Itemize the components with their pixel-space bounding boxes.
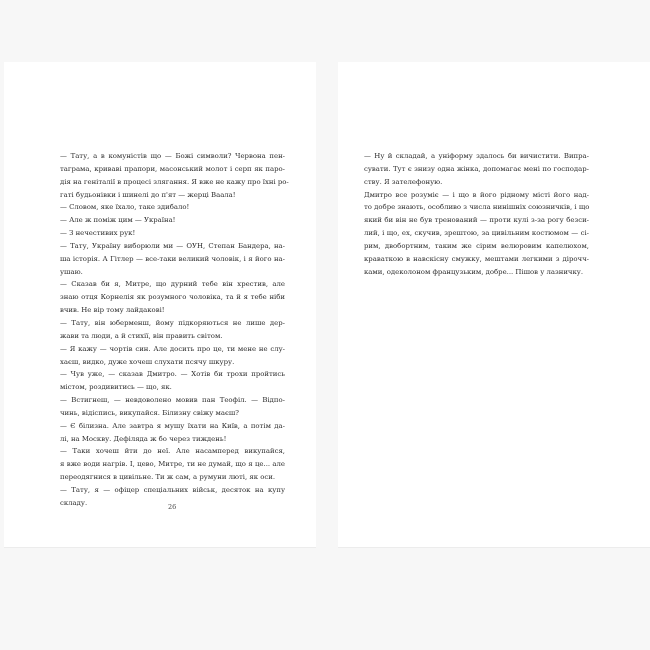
text-line: то добре знають, особливо з числа нинішніх союзничків, і що <box>364 203 590 212</box>
text-line: складу. <box>60 498 88 507</box>
text-line: хаєш, видко, дуже хочеш слухати псячу шкуру. <box>60 357 235 366</box>
text-line: сувати. Тут є знизу одна жінка, допомагає мені по господар- <box>364 164 589 173</box>
text-line: — Є білизна. Але завтра я мушу їхати на Київ, а потім да- <box>60 421 285 430</box>
text-line: лі, на Москву. Дефіляда ж бо через тиждень! <box>60 434 227 443</box>
text-line: рим, двобортним, таким же сірим велюровим капелюхом, <box>364 241 589 250</box>
text-line: містом, роздивитись — що, як. <box>60 383 172 392</box>
text-line: — Словом, яке їхало, таке здибало! <box>60 203 190 212</box>
text-line: дія на геніталії в процесі злягання. Я вже не кажу про їхні ро- <box>60 177 289 186</box>
right-page-text <box>364 150 589 278</box>
text-line: — Але ж поміж цим — Україна! <box>60 216 176 225</box>
text-line: переодягнися в цивільне. Ти ж сам, а румуни люті, як оси. <box>60 473 276 482</box>
text-line: ству. Я зателефоную. <box>364 177 443 186</box>
text-line: таграма, криваві прапори, масонський молот і серп як паро- <box>60 164 285 173</box>
text-line: знаю отця Корнелія як розумного чоловіка, та й я тебе ніби <box>60 293 285 302</box>
text-line: Дмитро все розуміє — і що в його рідному місті його над- <box>364 190 589 199</box>
text-line: — Таки хочеш йти до неї. Але насамперед викупайся, <box>60 447 285 456</box>
text-line: який би він не був тренований — проти кулі з-за рогу безси- <box>364 216 589 225</box>
text-line: — Тату, я — офіцер спеціальних військ, десяток на купу <box>60 485 285 494</box>
left-page-text <box>60 150 289 510</box>
text-line: ками, одеколоном французьким, добре... Пішов у лазничку. <box>364 267 584 276</box>
text-line: — Я кажу — чортів син. Але досить про це, ти мене не слу- <box>60 344 285 353</box>
right-page <box>338 62 650 548</box>
left-page <box>4 62 316 548</box>
text-line: я вже води нагрів. І, цево, Митре, ти не думай, що я це... але <box>60 460 285 469</box>
text-line: гаті будьонівки і шинелі до п'ят — жерці Ваала! <box>60 190 236 199</box>
text-line: жави та люди, а й стихії, він править світом. <box>60 331 223 340</box>
text-line: — Тату, він юберменш, йому підкоряються не лише дер- <box>60 318 285 327</box>
text-line: чинь, відіспись, викупайся. Білизну свіжу маєш? <box>60 408 239 417</box>
page-number: 26 <box>168 503 177 511</box>
text-line: — Ну й складай, а уніформу здалось би вичистити. Випра- <box>364 152 589 160</box>
text-line: — Чув уже, — сказав Дмитро. — Хотів би трохи пройтись <box>60 370 285 379</box>
text-line: — Сказав би я, Митре, що дурний тебе він хрестив, але <box>60 280 285 289</box>
text-line: — Встигнеш, — невдоволено мовив пан Теофіл. — Відпо- <box>60 396 285 405</box>
text-line: вчив. Не вір тому лайдакові! <box>60 306 165 315</box>
text-line: ша історія. А Гітлер — все-таки великий чоловік, і я його на- <box>60 254 285 263</box>
text-line: ушаю. <box>60 267 83 276</box>
text-line: — З нечестивих рук! <box>60 229 136 238</box>
text-line: — Тату, Україну виборюли ми — ОУН, Степан Бандера, на- <box>60 241 285 250</box>
text-line: краваткою в навскісну смужку, мештами легкими з дірочч- <box>364 254 589 263</box>
text-line: — Тату, а в комуністів що — Божі символи? Червона пен- <box>60 152 285 160</box>
text-line: лий, і що, ех, скучив, зрештою, за цивільним костюмом — сі- <box>364 229 589 238</box>
